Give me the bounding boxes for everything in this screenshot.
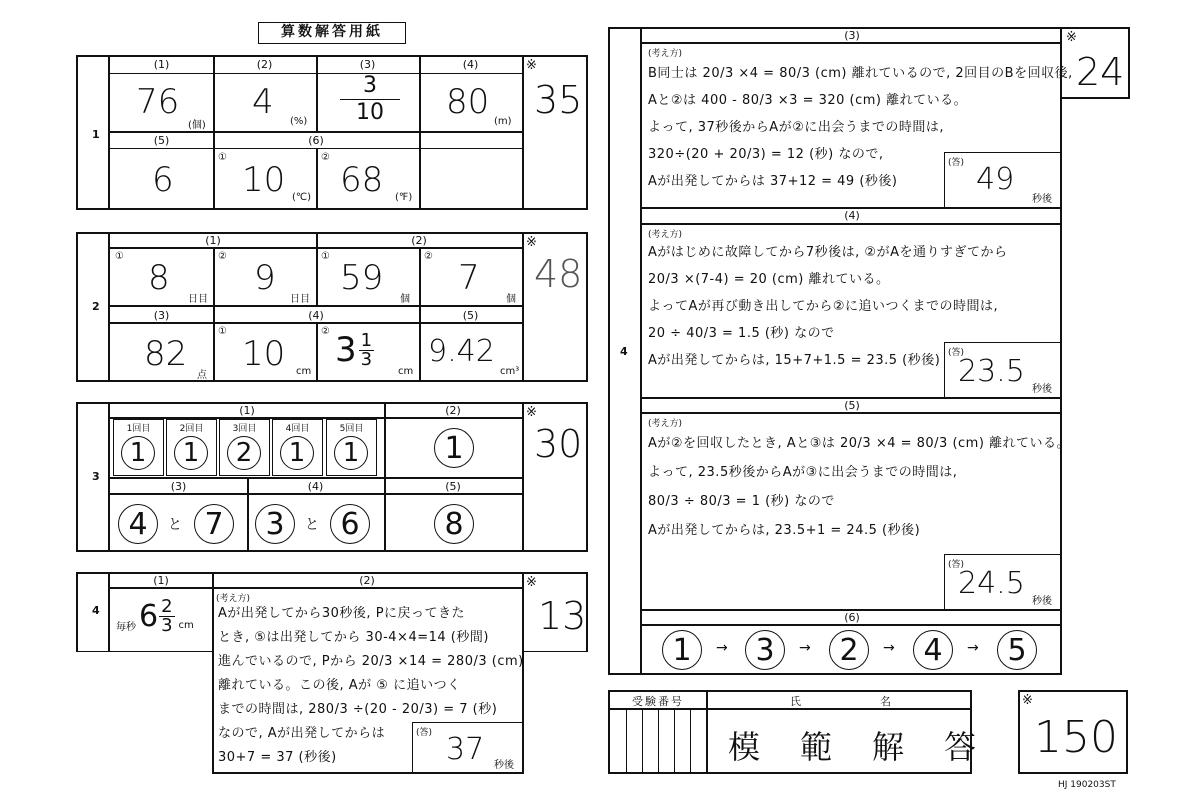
solution-line: なので, Aが出発してからは <box>218 726 386 741</box>
q3-answer-5: 8 <box>434 504 474 544</box>
q1-number: 1 <box>92 128 100 141</box>
q2-h3: (3) <box>153 309 170 322</box>
q4b-answer-4: 23.5 <box>958 354 1025 389</box>
q4b-ans-label-3: (答) <box>948 158 965 168</box>
solution-line: よってAが再び動き出してから②に追いつくまでの時間は, <box>648 299 999 314</box>
q1-h6: (6) <box>308 134 324 147</box>
q2-answer-2-2: 7 <box>458 258 480 298</box>
q3-round-answer: 1 <box>174 436 208 470</box>
solution-line: B同士は 20/3 ×4 = 80/3 (cm) 離れているので, 2回目のBを回収後, <box>648 66 1073 81</box>
solution-line: Aがはじめに故障してから7秒後は, ②がAを通りすぎてから <box>648 245 1008 260</box>
solution-line: 30+7 = 37 (秒後) <box>218 750 337 765</box>
q2-answer-2-1: 59 <box>340 258 384 298</box>
q2-c4-mark: ② <box>424 251 433 262</box>
q1-unit-2: (%) <box>290 116 308 127</box>
q4b-answer-3: 49 <box>976 162 1015 197</box>
total-score: 150 <box>1034 712 1118 763</box>
q4a-ans-unit: 秒後 <box>494 760 514 771</box>
q2-answer-5: 9.42 <box>428 334 495 369</box>
order-circle: 5 <box>997 630 1037 670</box>
q4a-score-mark: ※ <box>526 575 537 590</box>
order-circle: 3 <box>745 630 785 670</box>
solution-line: 320÷(20 + 20/3) = 12 (秒) なので, <box>648 147 884 162</box>
q1-unit-6-2: (℉) <box>395 192 413 203</box>
q2-unit-3: 点 <box>197 370 207 381</box>
q2-unit-2-1: 個 <box>400 294 410 305</box>
q1-score: 35 <box>534 78 583 122</box>
arrow-icon: → <box>883 640 895 656</box>
q2-score: 48 <box>534 252 583 296</box>
q4b-unit-3: 秒後 <box>1032 194 1052 205</box>
q3-answer-2: 1 <box>434 428 474 468</box>
order-circle: 2 <box>829 630 869 670</box>
solution-line: Aが出発してからは, 15+7+1.5 = 23.5 (秒後) <box>648 353 941 368</box>
q4b-h6: (6) <box>844 611 860 624</box>
q3-h1: (1) <box>239 404 255 417</box>
q3-round-answer: 1 <box>121 436 155 470</box>
q4b-h5: (5) <box>844 399 860 412</box>
arrow-icon: → <box>716 640 728 656</box>
q1-h2: (2) <box>256 58 273 71</box>
name-value: 模 範 解 答 <box>728 728 981 766</box>
q4b-h4: (4) <box>844 209 860 222</box>
q3-round-label: 4回目 <box>285 424 310 434</box>
order-circle: 1 <box>662 630 702 670</box>
q2-unit-4-2: cm <box>398 366 414 377</box>
q2-number: 2 <box>92 300 100 313</box>
q4b-h3: (3) <box>844 29 860 42</box>
q4b-score: 24 <box>1076 50 1125 94</box>
q1-answer-6-2: 68 <box>340 160 384 200</box>
q4b-ans-label-4: (答) <box>948 348 965 358</box>
q2-c7-mark: ② <box>321 326 330 337</box>
solution-line: とき, ⑤は出発してから 30-4×4=14 (秒間) <box>218 630 489 645</box>
q2-unit-5: cm³ <box>500 366 520 377</box>
q3-round-label: 2回目 <box>179 424 204 434</box>
name-label-2: 名 <box>880 695 891 708</box>
q4b-unit-5: 秒後 <box>1032 596 1052 607</box>
sheet-title: 算数解答用紙 <box>258 22 406 44</box>
q4b-note-label-4: (考え方) <box>648 230 683 240</box>
solution-line: 80/3 ÷ 80/3 = 1 (秒) なので <box>648 494 835 509</box>
q2-c2-mark: ② <box>218 251 227 262</box>
q3-round-label: 3回目 <box>232 424 257 434</box>
q3-round-label: 1回目 <box>126 424 151 434</box>
solution-line: までの時間は, 280/3 ÷(20 - 20/3) = 7 (秒) <box>218 702 498 717</box>
solution-line: 離れている。この後, Aが ⑤ に追いつく <box>218 678 461 693</box>
q1-score-mark: ※ <box>526 58 537 73</box>
q2-h5: (5) <box>462 309 479 322</box>
q3-round-answer: 1 <box>280 436 314 470</box>
q4a-ans-label: (答) <box>416 728 433 738</box>
solution-line: Aが出発してからは 37+12 = 49 (秒後) <box>648 174 898 189</box>
q2-unit-4-1: cm <box>296 366 312 377</box>
q2-answer-3: 82 <box>144 334 188 374</box>
name-label-1: 氏 <box>790 695 801 708</box>
q1-answer-5: 6 <box>152 160 174 200</box>
q1-h4: (4) <box>462 58 479 71</box>
q4a-note-label: (考え方) <box>216 594 251 604</box>
q4b-note-label-3: (考え方) <box>648 49 683 59</box>
q4a-score: 13 <box>538 594 587 638</box>
q3-answer-3-right: 7 <box>194 504 234 544</box>
q4a-h2: (2) <box>359 574 375 587</box>
solution-line: Aが出発してから30秒後, Pに戻ってきた <box>218 606 466 621</box>
q2-c6-mark: ① <box>218 326 227 337</box>
q4a-h1: (1) <box>153 574 169 587</box>
q3-score-mark: ※ <box>526 405 537 420</box>
q4b-number: 4 <box>620 345 628 358</box>
q2-answer-4-1: 10 <box>242 334 286 374</box>
q4b-ans-label-5: (答) <box>948 560 965 570</box>
q3-answer-4-left: 3 <box>255 504 295 544</box>
q1-h1: (1) <box>153 58 170 71</box>
q2-answer-4-2: 3 1 3 <box>335 329 373 370</box>
q1-h3: (3) <box>359 58 376 71</box>
q4b-note-label-5: (考え方) <box>648 419 683 429</box>
solution-line: 20/3 ×(7-4) = 20 (cm) 離れている。 <box>648 272 890 287</box>
q4a-answer-1: 毎秒 6 2 3 cm <box>116 596 194 636</box>
solution-line: よって, 23.5秒後からAが③に出会うまでの時間は, <box>648 465 958 480</box>
q1-answer-3: 3 10 <box>340 75 400 124</box>
q1-unit-1: (個) <box>188 120 206 131</box>
solution-line: よって, 37秒後からAが②に出会うまでの時間は, <box>648 120 944 135</box>
q3-round-answer: 2 <box>227 436 261 470</box>
q3-score: 30 <box>534 422 583 466</box>
solution-line: Aが出発してからは, 23.5+1 = 24.5 (秒後) <box>648 523 921 538</box>
q4a-answer-2: 37 <box>446 732 485 767</box>
q2-h1: (1) <box>205 234 221 247</box>
q3-answer-3-left: 4 <box>118 504 158 544</box>
q1-unit-6-1: (℃) <box>292 192 312 203</box>
q3-h2: (2) <box>445 404 461 417</box>
q4a-number: 4 <box>92 604 100 617</box>
q1-answer-6-2-mark: ② <box>321 152 330 163</box>
q1-h5: (5) <box>153 134 170 147</box>
arrow-icon: → <box>799 640 811 656</box>
order-circle: 4 <box>913 630 953 670</box>
q1-unit-4: (m) <box>494 116 512 127</box>
q3-number: 3 <box>92 470 100 483</box>
solution-line: 20 ÷ 40/3 = 1.5 (秒) なので <box>648 326 835 341</box>
q3-to-2: と <box>305 517 319 533</box>
q2-c1-mark: ① <box>115 251 124 262</box>
solution-line: Aと②は 400 - 80/3 ×3 = 320 (cm) 離れている。 <box>648 93 968 108</box>
q2-unit-2-2: 個 <box>506 294 516 305</box>
solution-line: 進んでいるので, Pから 20/3 ×14 = 280/3 (cm) <box>218 654 524 669</box>
q4b-answer-5: 24.5 <box>958 566 1025 601</box>
q2-h2: (2) <box>411 234 427 247</box>
total-mark: ※ <box>1022 693 1033 708</box>
q3-to-1: と <box>168 517 182 533</box>
q2-c3-mark: ① <box>321 251 330 262</box>
q3-round-label: 5回目 <box>339 424 364 434</box>
q3-h3: (3) <box>170 480 187 493</box>
q4b-unit-4: 秒後 <box>1032 384 1052 395</box>
q4b-score-mark: ※ <box>1066 30 1077 45</box>
q1-answer-1: 76 <box>136 82 180 122</box>
footer-code: HJ 190203ST <box>1058 780 1116 790</box>
q2-answer-1-2: 9 <box>254 258 276 298</box>
q2-h4: (4) <box>308 309 324 322</box>
q2-score-mark: ※ <box>526 235 537 250</box>
q2-answer-1-1: 8 <box>148 258 170 298</box>
solution-line: Aが②を回収したとき, Aと③は 20/3 ×4 = 80/3 (cm) 離れている。 <box>648 436 1071 451</box>
q2-unit-1-2: 日目 <box>290 294 310 305</box>
q3-round-answer: 1 <box>334 436 368 470</box>
q1-answer-4: 80 <box>446 82 490 122</box>
q1-answer-6-1-mark: ① <box>218 152 227 163</box>
q3-answer-4-right: 6 <box>330 504 370 544</box>
q3-h4: (4) <box>307 480 324 493</box>
q1-answer-6-1: 10 <box>242 160 286 200</box>
q3-h5: (5) <box>445 480 461 493</box>
arrow-icon: → <box>967 640 979 656</box>
q2-unit-1-1: 日目 <box>188 294 208 305</box>
exam-no-label: 受験番号 <box>632 695 684 708</box>
q1-answer-2: 4 <box>252 82 274 122</box>
